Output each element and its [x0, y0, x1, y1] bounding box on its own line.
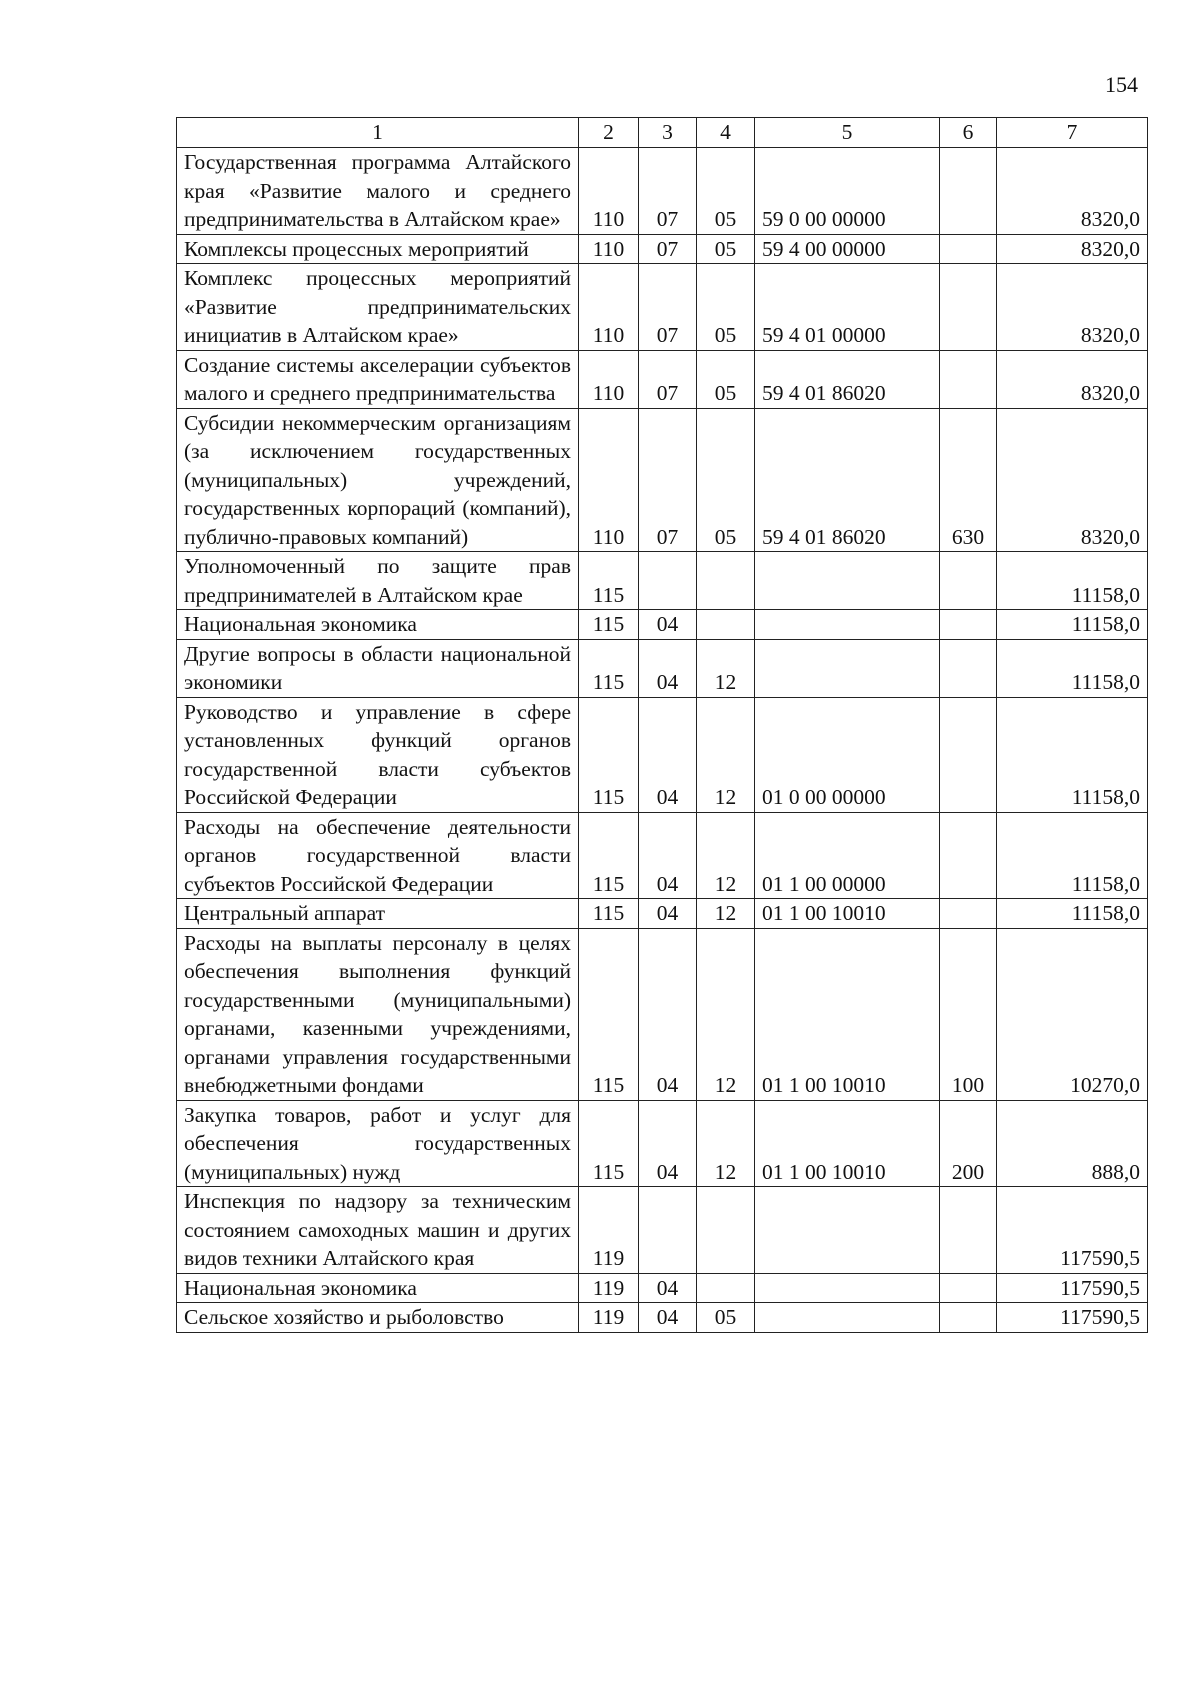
- amount-cell: 11158,0: [997, 812, 1148, 899]
- target-item-cell: 59 0 00 00000: [755, 148, 940, 235]
- table-row: [177, 610, 1148, 640]
- table-body: [177, 148, 1148, 1333]
- table-row: [177, 350, 1148, 408]
- column-header-4: 4: [697, 118, 755, 148]
- table-row: [177, 552, 1148, 610]
- table-row: [177, 1303, 1148, 1333]
- column-header-2: 2: [579, 118, 639, 148]
- row-name-cell: Создание системы акселерации субъектов малого и среднего предпринимательства: [177, 350, 579, 408]
- expense-type-cell: 100: [940, 928, 997, 1100]
- subsection-code-cell: 12: [697, 928, 755, 1100]
- expense-type-cell: [940, 234, 997, 264]
- expense-type-cell: [940, 552, 997, 610]
- section-code-cell: 04: [639, 928, 697, 1100]
- section-code-cell: 04: [639, 812, 697, 899]
- row-name-cell: Государственная программа Алтайского края «Развитие малого и среднего предпринимательства в Алтайском крае»: [177, 148, 579, 235]
- table-row: [177, 264, 1148, 351]
- section-code-cell: [639, 1187, 697, 1274]
- amount-cell: 8320,0: [997, 408, 1148, 552]
- department-code-cell: 115: [579, 552, 639, 610]
- expense-type-cell: [940, 1303, 997, 1333]
- expense-type-cell: 200: [940, 1100, 997, 1187]
- subsection-code-cell: 05: [697, 1303, 755, 1333]
- expense-type-cell: [940, 697, 997, 812]
- table-row: [177, 812, 1148, 899]
- table-row: [177, 639, 1148, 697]
- table-row: [177, 1273, 1148, 1303]
- table-row: [177, 148, 1148, 235]
- expense-type-cell: [940, 1187, 997, 1274]
- row-name-cell: Субсидии некоммерческим организациям (за исключением государственных (муниципальных) учреждений, государственных корпораций (компаний), публично-правовых компаний): [177, 408, 579, 552]
- table-header-row: [177, 118, 1148, 148]
- target-item-cell: [755, 552, 940, 610]
- department-code-cell: 119: [579, 1303, 639, 1333]
- department-code-cell: 115: [579, 928, 639, 1100]
- department-code-cell: 115: [579, 639, 639, 697]
- column-header-1: 1: [177, 118, 579, 148]
- target-item-cell: [755, 1187, 940, 1274]
- section-code-cell: 04: [639, 639, 697, 697]
- table-row: [177, 1187, 1148, 1274]
- row-name-cell: Комплекс процессных мероприятий «Развитие предпринимательских инициатив в Алтайском крае»: [177, 264, 579, 351]
- column-header-6: 6: [940, 118, 997, 148]
- subsection-code-cell: 12: [697, 899, 755, 929]
- department-code-cell: 115: [579, 1100, 639, 1187]
- subsection-code-cell: [697, 552, 755, 610]
- target-item-cell: 01 1 00 10010: [755, 1100, 940, 1187]
- amount-cell: 888,0: [997, 1100, 1148, 1187]
- column-header-7: 7: [997, 118, 1148, 148]
- department-code-cell: 115: [579, 899, 639, 929]
- amount-cell: 11158,0: [997, 610, 1148, 640]
- section-code-cell: 07: [639, 148, 697, 235]
- expense-type-cell: 630: [940, 408, 997, 552]
- department-code-cell: 110: [579, 264, 639, 351]
- subsection-code-cell: [697, 610, 755, 640]
- page-number: 154: [1105, 72, 1138, 97]
- target-item-cell: [755, 610, 940, 640]
- amount-cell: 8320,0: [997, 350, 1148, 408]
- subsection-code-cell: 12: [697, 697, 755, 812]
- subsection-code-cell: 05: [697, 350, 755, 408]
- table-row: [177, 697, 1148, 812]
- table-row: [177, 928, 1148, 1100]
- column-header-5: 5: [755, 118, 940, 148]
- table-row: [177, 899, 1148, 929]
- row-name-cell: Другие вопросы в области национальной экономики: [177, 639, 579, 697]
- department-code-cell: 115: [579, 697, 639, 812]
- subsection-code-cell: 05: [697, 234, 755, 264]
- subsection-code-cell: 05: [697, 408, 755, 552]
- department-code-cell: 110: [579, 234, 639, 264]
- amount-cell: 8320,0: [997, 234, 1148, 264]
- expense-type-cell: [940, 812, 997, 899]
- section-code-cell: 07: [639, 234, 697, 264]
- row-name-cell: Уполномоченный по защите прав предпринимателей в Алтайском крае: [177, 552, 579, 610]
- row-name-cell: Национальная экономика: [177, 610, 579, 640]
- subsection-code-cell: [697, 1187, 755, 1274]
- row-name-cell: Центральный аппарат: [177, 899, 579, 929]
- expense-type-cell: [940, 148, 997, 235]
- department-code-cell: 115: [579, 610, 639, 640]
- target-item-cell: 01 1 00 10010: [755, 928, 940, 1100]
- amount-cell: 117590,5: [997, 1303, 1148, 1333]
- target-item-cell: [755, 639, 940, 697]
- row-name-cell: Инспекция по надзору за техническим состоянием самоходных машин и других видов техники Алтайского края: [177, 1187, 579, 1274]
- amount-cell: 11158,0: [997, 899, 1148, 929]
- section-code-cell: 04: [639, 899, 697, 929]
- subsection-code-cell: 12: [697, 1100, 755, 1187]
- expense-type-cell: [940, 350, 997, 408]
- table-row: [177, 1100, 1148, 1187]
- department-code-cell: 110: [579, 148, 639, 235]
- row-name-cell: Расходы на обеспечение деятельности органов государственной власти субъектов Российской Федерации: [177, 812, 579, 899]
- department-code-cell: 115: [579, 812, 639, 899]
- amount-cell: 8320,0: [997, 264, 1148, 351]
- subsection-code-cell: 05: [697, 148, 755, 235]
- section-code-cell: 04: [639, 1303, 697, 1333]
- department-code-cell: 119: [579, 1187, 639, 1274]
- budget-table: [176, 117, 1148, 1333]
- target-item-cell: 59 4 01 00000: [755, 264, 940, 351]
- expense-type-cell: [940, 264, 997, 351]
- section-code-cell: 07: [639, 264, 697, 351]
- target-item-cell: 59 4 00 00000: [755, 234, 940, 264]
- amount-cell: 8320,0: [997, 148, 1148, 235]
- section-code-cell: 04: [639, 1100, 697, 1187]
- amount-cell: 11158,0: [997, 639, 1148, 697]
- expense-type-cell: [940, 639, 997, 697]
- row-name-cell: Национальная экономика: [177, 1273, 579, 1303]
- target-item-cell: 01 1 00 00000: [755, 812, 940, 899]
- row-name-cell: Закупка товаров, работ и услуг для обеспечения государственных (муниципальных) нужд: [177, 1100, 579, 1187]
- amount-cell: 11158,0: [997, 697, 1148, 812]
- section-code-cell: [639, 552, 697, 610]
- target-item-cell: 01 1 00 10010: [755, 899, 940, 929]
- target-item-cell: 01 0 00 00000: [755, 697, 940, 812]
- row-name-cell: Сельское хозяйство и рыболовство: [177, 1303, 579, 1333]
- amount-cell: 117590,5: [997, 1273, 1148, 1303]
- target-item-cell: [755, 1303, 940, 1333]
- target-item-cell: 59 4 01 86020: [755, 408, 940, 552]
- section-code-cell: 04: [639, 1273, 697, 1303]
- table-row: [177, 408, 1148, 552]
- subsection-code-cell: 05: [697, 264, 755, 351]
- row-name-cell: Руководство и управление в сфере установленных функций органов государственной власти субъектов Российской Федерации: [177, 697, 579, 812]
- expense-type-cell: [940, 610, 997, 640]
- expense-type-cell: [940, 1273, 997, 1303]
- amount-cell: 11158,0: [997, 552, 1148, 610]
- subsection-code-cell: 12: [697, 812, 755, 899]
- amount-cell: 117590,5: [997, 1187, 1148, 1274]
- subsection-code-cell: [697, 1273, 755, 1303]
- department-code-cell: 119: [579, 1273, 639, 1303]
- table-row: [177, 234, 1148, 264]
- department-code-cell: 110: [579, 350, 639, 408]
- expense-type-cell: [940, 899, 997, 929]
- section-code-cell: 07: [639, 350, 697, 408]
- target-item-cell: 59 4 01 86020: [755, 350, 940, 408]
- row-name-cell: Расходы на выплаты персоналу в целях обеспечения выполнения функций государственными (муниципальными) органами, казенными учреждениями, органами управления государственными внебюджетными фондами: [177, 928, 579, 1100]
- target-item-cell: [755, 1273, 940, 1303]
- department-code-cell: 110: [579, 408, 639, 552]
- amount-cell: 10270,0: [997, 928, 1148, 1100]
- column-header-3: 3: [639, 118, 697, 148]
- section-code-cell: 07: [639, 408, 697, 552]
- section-code-cell: 04: [639, 697, 697, 812]
- section-code-cell: 04: [639, 610, 697, 640]
- subsection-code-cell: 12: [697, 639, 755, 697]
- row-name-cell: Комплексы процессных мероприятий: [177, 234, 579, 264]
